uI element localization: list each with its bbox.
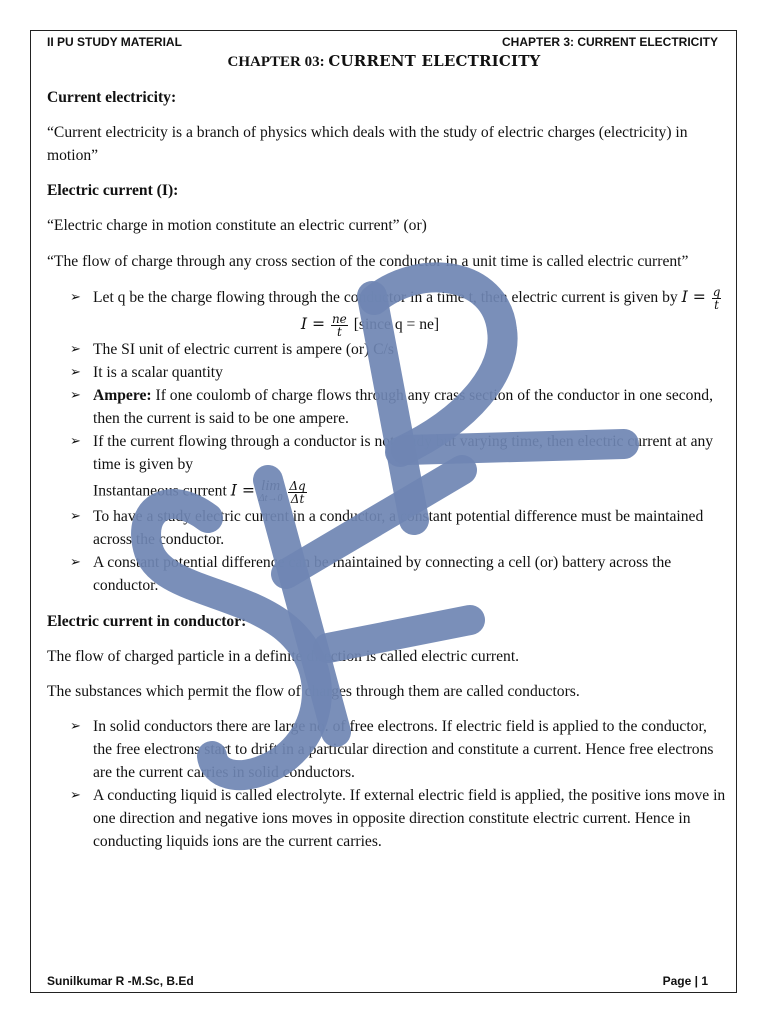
- list-item: [70, 430, 727, 506]
- header-right: CHAPTER 3: CURRENT ELECTRICITY: [501, 35, 718, 49]
- definition-electric-current-1: “Electric charge in motion constitute an electric current” (or): [47, 217, 427, 234]
- bullet-text: If one coulomb of charge flows through any crass section of the conductor in one second, then the current is said to be one ampere.: [93, 387, 713, 427]
- arrow-bullet-icon: ➢: [70, 388, 81, 403]
- arrow-bullet-icon: ➢: [70, 434, 81, 449]
- fraction-numerator: q: [712, 285, 721, 299]
- fraction-denominator: Δt: [290, 491, 305, 506]
- bullet-list-conductors: [47, 715, 727, 853]
- instantaneous-label: Instantaneous current: [93, 482, 231, 500]
- chapter-title-prefix: CHAPTER 03:: [227, 54, 329, 70]
- section-heading-current-electricity: Current electricity:: [47, 89, 177, 106]
- chapter-title: [0, 52, 768, 71]
- bullet-text: If the current flowing through a conductor is not study but varying time, then electric current at any time is given by: [93, 433, 714, 473]
- arrow-bullet-icon: ➢: [70, 290, 81, 305]
- document-body: [47, 84, 727, 853]
- bullet-text: The SI unit of electric current is ampere (or) C/s: [93, 341, 394, 358]
- arrow-bullet-icon: ➢: [70, 365, 81, 380]
- list-item: [70, 361, 727, 384]
- list-item: [70, 384, 727, 430]
- arrow-bullet-icon: ➢: [70, 719, 81, 734]
- definition-electric-current-2: “The flow of charge through any cross section of the conductor in a unit time is called electric current”: [47, 253, 689, 270]
- equation-ne-over-t: [93, 313, 727, 338]
- arrow-bullet-icon: ➢: [70, 788, 81, 803]
- equation-lhs: I =: [681, 288, 706, 307]
- limit-operator: [259, 479, 283, 505]
- fraction-dq-over-dt: [288, 480, 306, 505]
- fraction-numerator: Δq: [289, 478, 306, 493]
- equation-note: [since q = ne]: [349, 316, 440, 334]
- bullet-text: Let q be the charge flowing through the conductor in a time t, then electric current is given by: [93, 289, 682, 307]
- list-item: [70, 285, 727, 339]
- section-heading-current-in-conductor: Electric current in conductor:: [47, 613, 247, 630]
- fraction-ne-over-t: [331, 313, 348, 338]
- arrow-bullet-icon: ➢: [70, 509, 81, 524]
- list-item: [70, 551, 727, 597]
- bullet-list-current: [47, 286, 727, 597]
- equation-lhs: I =: [230, 481, 255, 500]
- arrow-bullet-icon: ➢: [70, 342, 81, 357]
- bullet-text: In solid conductors there are large no. of free electrons. If electric field is applied to the conductor, the free electrons start to drift in a particular direction and constitute a current. Hence free electrons are the current carries in solid conductors.: [93, 718, 714, 781]
- list-item: [70, 784, 727, 853]
- fraction-numerator: ne: [331, 312, 347, 326]
- chapter-title-main: CURRENT ELECTRICITY: [328, 52, 541, 70]
- bullet-text: It is a scalar quantity: [93, 364, 223, 381]
- arrow-bullet-icon: ➢: [70, 555, 81, 570]
- list-item: [70, 505, 727, 551]
- definition-current-electricity: “Current electricity is a branch of physics which deals with the study of electric charges (electricity) in motion”: [47, 124, 688, 164]
- bullet-text: A conducting liquid is called electrolyte. If external electric field is applied, the positive ions move in one direction and negative ions moves in opposite direction constitute electric current. Hence in conducting liquids ions are the current carries.: [93, 787, 726, 850]
- fraction-denominator: t: [714, 298, 719, 312]
- equation-lhs: I =: [300, 315, 326, 334]
- term-ampere: Ampere:: [93, 387, 152, 404]
- bullet-text: To have a study electric current in a conductor, a constant potential difference must be maintained across the conductor.: [93, 508, 704, 548]
- limit-word: lim: [261, 478, 281, 494]
- list-item: [70, 338, 727, 361]
- list-item: [70, 715, 727, 784]
- paragraph-conductors-definition: The substances which permit the flow of charges through them are called conductors.: [47, 683, 580, 700]
- footer-page-number: Page | 1: [662, 974, 708, 988]
- fraction-denominator: t: [336, 325, 342, 339]
- fraction-q-over-t: [712, 286, 722, 311]
- limit-subscript: Δt→0: [258, 493, 283, 504]
- instantaneous-current-line: [93, 479, 727, 505]
- paragraph-flow-definition: The flow of charged particle in a definite direction is called electric current.: [47, 648, 520, 665]
- section-heading-electric-current: Electric current (I):: [47, 182, 179, 199]
- bullet-text: A constant potential difference can be maintained by connecting a cell (or) battery across the conductor.: [93, 554, 672, 594]
- footer-author: Sunilkumar R -M.Sc, B.Ed: [47, 974, 194, 988]
- header-left: II PU STUDY MATERIAL: [47, 35, 182, 49]
